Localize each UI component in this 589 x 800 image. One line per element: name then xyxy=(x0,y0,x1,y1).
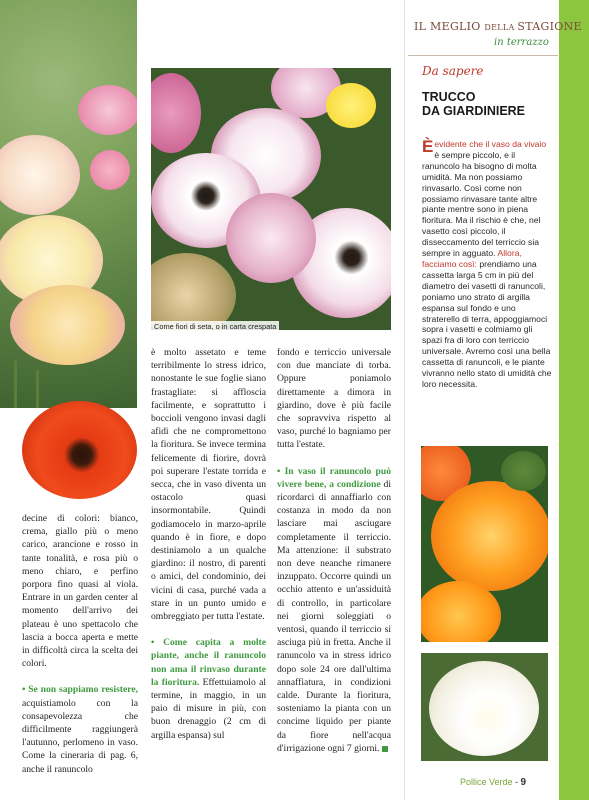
article-column-2 xyxy=(151,346,266,742)
sidebar-body: Èevidente che il vaso da vivaio è sempre piccolo, e il ranuncolo ha bisogno di molta umidità. Ma non possiamo rinvasarlo. Così come non possiamo rinvasare tante altre piante mentre sono in piena fioritura. Ma il rischio è che, nel vasetto così piccolo, il disseccamento del terriccio sia sempre in agguato. Allora, facciamo così: prendiamo una cassetta larga 5 cm in più del diametro dei vasetti di ranuncoli, poniamo uno strato di argilla espansa sul fondo e uno straterello di terra, appoggiamoci sopra i vasetti e colmiamo gli spazi fra di loro con terriccio universale. Avremo così una bella cassetta di ranuncoli, e le piante vivranno nello stato di umidità che loro necessita. xyxy=(422,137,552,389)
sidebar-kicker: Da sapere xyxy=(422,64,484,78)
ranunculus-main-photo xyxy=(151,68,391,330)
highlight-text: • Come capita a molte piante, anche il ranuncolo non ama il rinvaso durante la fioritura. xyxy=(151,637,266,688)
article-paragraph: fondo e terriccio universale con due manciate di torba. Oppure poniamolo direttamente a dimora in giardino, dove è più facile che sopravviva rispetto al vaso, purché lo bagniamo per tutta l'estate. xyxy=(277,347,391,451)
sidebar-allora: Allora, facciamo così: xyxy=(422,248,522,269)
article-paragraph: è molto assetato e teme terribilmente lo stress idrico, nonostante le sue foglie siano frastagliate: si affloscia facilmente, e soprattutto i boccioli vengono invasi dagli afidi che ne compromettono la fioritura. Se invece termina felicemente di fiorire, dovrà poi superare l'estate torrida e secca, che in vaso diventa un ostacolo quasi insormontabile. Quindi godiamocelo in marzo-aprile quando è in fiore, e dopo destiniamolo a un qualche giardino: il nostro, di parenti o amici, del condominio, dei vicini di casa, purché vada a stare in un punto umido e ombreggiato per tutta l'estate. xyxy=(151,347,266,623)
header-line1: IL MEGLIO DELLA STAGIONE xyxy=(414,20,582,33)
ranunculus-photo-left xyxy=(0,0,137,408)
article-column-3 xyxy=(277,346,391,755)
sidebar-title: TRUCCO DA GIARDINIERE xyxy=(422,90,526,118)
header-line2: in terrazzo xyxy=(494,37,549,48)
sidebar-divider xyxy=(404,0,405,800)
page-footer: Pollice Verde - 9 xyxy=(460,777,527,788)
end-of-article-mark xyxy=(382,746,388,752)
article-column-1 xyxy=(22,512,138,776)
highlight-text: • Se non sappiamo resistere, xyxy=(22,684,138,696)
red-ranunculus-photo xyxy=(22,395,137,503)
drop-cap: È xyxy=(422,137,434,156)
page-edge-bar xyxy=(559,0,589,800)
article-paragraph: • Come capita a molte piante, anche il ranuncolo non ama il rinvaso durante la fioritura. Effettuiamolo al termine, in maggio, in un paio di misure in più, con buon drenaggio (2 cm di argilla espansa) sul xyxy=(151,637,266,741)
sidebar-lead: evidente che il vaso da vivaio xyxy=(434,139,547,149)
article-paragraph: decine di colori: bianco, crema, giallo più o meno carico, arancione e rosso in tante tonalità, e rosa più o meno chiaro, e perfino porpora fino quasi al viola. Entrare in un garden center al momento dell'arrivo dei plateau è uno spettacolo che lascia a bocca aperta e mette in difficoltà circa la scelta dei colori. xyxy=(22,513,138,670)
section-header xyxy=(408,14,582,58)
page-number: 9 xyxy=(520,777,527,788)
header-rule xyxy=(408,55,558,56)
article-paragraph: • Se non sappiamo resistere, acquistiamolo con la consapevolezza che difficilmente raggiungerà l'autunno, perlomeno in vaso. Come la cineraria di pag. 6, anche il ranuncolo xyxy=(22,684,138,775)
article-paragraph: • In vaso il ranuncolo può vivere bene, a condizione di ricordarci di annaffiarlo con costanza in modo da non lasciare mai asciugare completamente il terriccio. Ma attenzione: il substrato non deve neanche rimanere inzuppato. Occorre quindi un occhio attento e un'assiduità di controllo, in particolare nei giorni soleggiati o ventosi, quando il terriccio si asciuga più in fretta. Anche il ranuncolo va in stress idrico dopo sole 24 ore dall'ultima annaffiatura, in condizioni calde. Durante la fioritura, sosteniamo la pianta con un concime liquido per piante da fiore nell'acqua d'irrigazione ogni 7 giorni. xyxy=(277,465,391,754)
white-ranunculus-photo xyxy=(421,653,548,761)
magazine-name: Pollice Verde xyxy=(460,777,513,787)
photo-caption: Come fiori di seta, o in carta crespata xyxy=(151,321,279,332)
highlight-text: • In vaso il ranuncolo può vivere bene, a condizione xyxy=(277,465,391,490)
orange-ranunculus-photo xyxy=(421,446,548,642)
